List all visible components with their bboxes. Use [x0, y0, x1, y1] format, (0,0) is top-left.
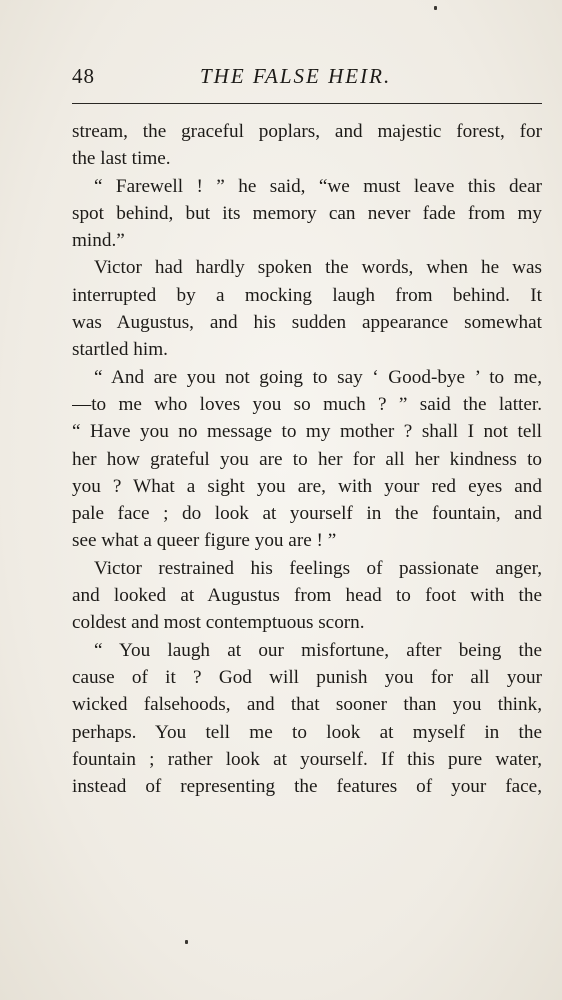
text-line: pale face ; do look at yourself in the fountain, and — [72, 503, 542, 525]
text-line: —to me who loves you so much ? ” said the latter. — [72, 393, 542, 415]
text-line: “ Have you no message to my mother ? shall I not tell — [72, 421, 542, 443]
text-line: her how grateful you are to her for all her kindness to — [72, 448, 542, 470]
text-line: mind.” — [72, 230, 125, 252]
running-title: THE FALSE HEIR. — [200, 64, 392, 88]
ink-speck — [185, 940, 188, 944]
page-number: 48 — [72, 64, 95, 88]
text-line: spot behind, but its memory can never fade from my — [72, 202, 542, 224]
text-line: you ? What a sight you are, with your red eyes and — [72, 475, 542, 497]
text-line: and looked at Augustus from head to foot with the — [72, 585, 542, 607]
text-line: cause of it ? God will punish you for all your — [72, 666, 542, 688]
text-line: coldest and most contemptuous scorn. — [72, 612, 365, 634]
text-line: Victor had hardly spoken the words, when he was — [94, 257, 542, 279]
text-line: was Augustus, and his sudden appearance somewhat — [72, 312, 542, 334]
text-line: perhaps. You tell me to look at myself in the — [72, 721, 542, 743]
header-rule — [72, 103, 542, 104]
text-line: fountain ; rather look at yourself. If this pure water, — [72, 748, 542, 770]
text-line: stream, the graceful poplars, and majestic forest, for — [72, 121, 542, 142]
text-line: Victor restrained his feelings of passionate anger, — [94, 557, 542, 579]
text-line: “ Farewell ! ” he said, “we must leave this dear — [94, 175, 542, 197]
text-line: startled him. — [72, 339, 168, 361]
text-line: wicked falsehoods, and that sooner than you think, — [72, 694, 542, 716]
text-line: the last time. — [72, 148, 171, 170]
body-text — [72, 118, 542, 800]
text-line: “ And are you not going to say ‘ Good-bye ’ to me, — [94, 366, 542, 388]
ink-speck — [434, 6, 437, 10]
text-line: instead of representing the features of your face, — [72, 776, 542, 798]
text-line: interrupted by a mocking laugh from behind. It — [72, 284, 542, 306]
text-line: see what a queer figure you are ! ” — [72, 530, 337, 552]
text-line: “ You laugh at our misfortune, after being the — [94, 639, 542, 661]
page-header — [72, 64, 542, 94]
